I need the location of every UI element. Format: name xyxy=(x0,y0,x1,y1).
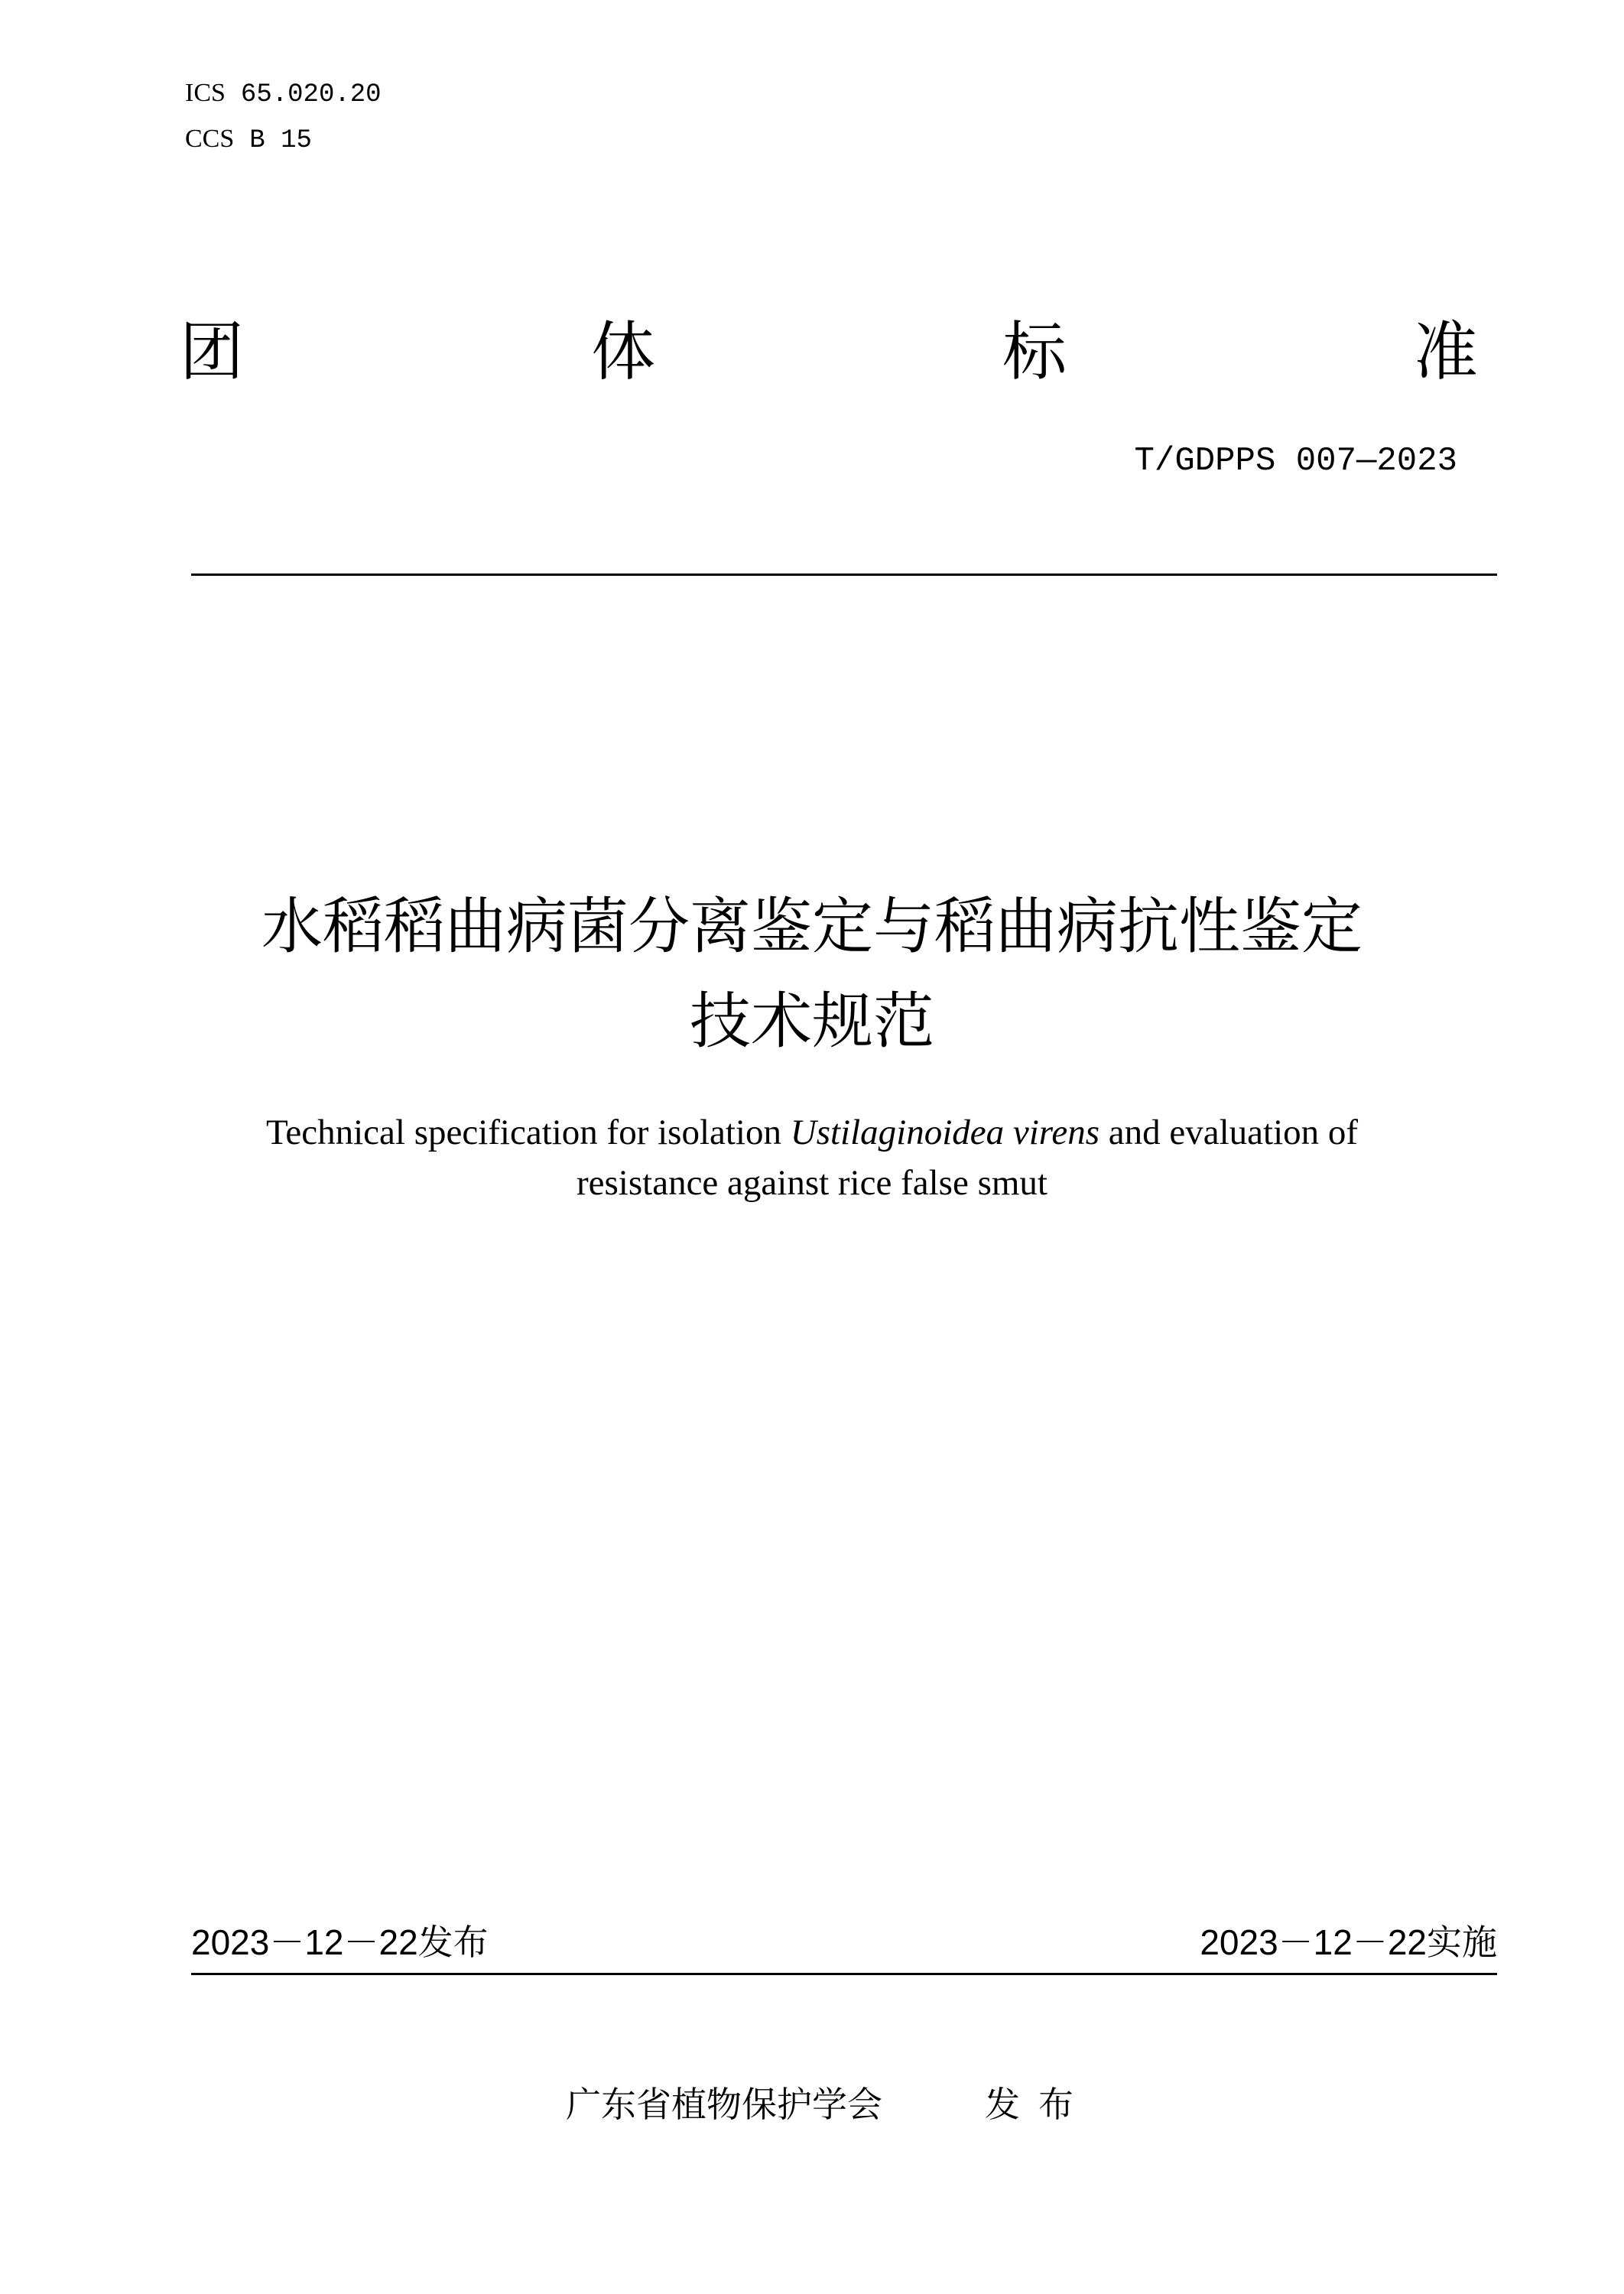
issue-date-value: 2023－12－22 xyxy=(191,1922,418,1962)
ics-value: 65.020.20 xyxy=(240,80,382,109)
issue-date xyxy=(191,1921,489,1964)
english-title-line-1 xyxy=(0,1107,1624,1158)
bottom-divider xyxy=(191,1973,1497,1975)
ccs-code xyxy=(185,124,312,156)
english-title-line-2: resistance against rice false smut xyxy=(577,1163,1047,1203)
ics-label: ICS xyxy=(185,79,226,107)
publisher-action: 发布 xyxy=(985,2084,1092,2125)
chinese-title xyxy=(0,879,1624,1069)
standard-type-char-4: 准 xyxy=(1413,314,1478,389)
top-divider xyxy=(191,574,1497,576)
implementation-date xyxy=(1200,1921,1497,1964)
standard-type-char-3: 标 xyxy=(1002,314,1067,389)
english-title xyxy=(0,1107,1624,1208)
ics-code xyxy=(185,78,382,110)
ccs-value: B 15 xyxy=(249,126,312,155)
publisher-name: 广东省植物保护学会 xyxy=(566,2084,882,2125)
english-title-line-1-start: Technical specification for isolation xyxy=(265,1113,791,1152)
standard-type-char-1: 团 xyxy=(179,314,244,389)
implementation-date-suffix: 实施 xyxy=(1427,1922,1497,1963)
ccs-label: CCS xyxy=(185,125,235,153)
standard-type-char-2: 体 xyxy=(590,314,655,389)
standard-number: T/GDPPS 007—2023 xyxy=(1134,442,1457,480)
english-title-species: Ustilaginoidea virens xyxy=(790,1113,1100,1152)
english-title-line-1-end: and evaluation of xyxy=(1099,1113,1359,1152)
implementation-date-value: 2023－12－22 xyxy=(1200,1922,1427,1962)
issue-date-suffix: 发布 xyxy=(417,1922,489,1963)
chinese-title-line-1: 水稻稻曲病菌分离鉴定与稻曲病抗性鉴定 xyxy=(261,891,1363,962)
chinese-title-line-2: 技术规范 xyxy=(690,986,934,1057)
